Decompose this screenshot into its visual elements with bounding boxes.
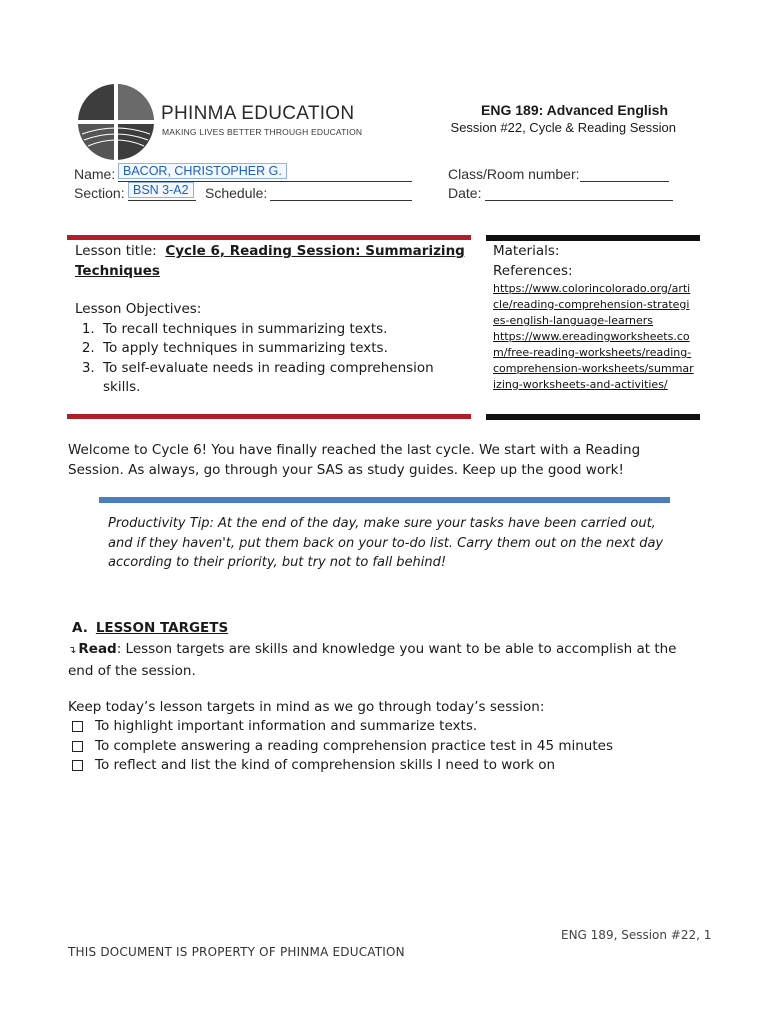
session-label: Session #22, Cycle & Reading Session xyxy=(450,120,676,135)
name-field[interactable] xyxy=(118,165,412,182)
objective-item: 3. To self-evaluate needs in reading comprehension skills. xyxy=(99,359,465,398)
section-letter: A. xyxy=(72,620,88,636)
productivity-tip: Productivity Tip: At the end of the day, make sure your tasks have been carried out, and if they haven't, put them back on your to-do list. Carry them out on the next day according to their priority, but try not to fall behind! xyxy=(108,516,664,570)
materials-top-rule xyxy=(486,235,700,241)
name-value[interactable]: BACOR, CHRISTOPHER G. xyxy=(118,163,287,179)
org-tagline: MAKING LIVES BETTER THROUGH EDUCATION xyxy=(162,127,363,137)
lesson-title-value: Cycle 6, Reading Session: Summarizing xyxy=(165,243,465,259)
target-item xyxy=(72,737,692,757)
welcome-text: Welcome to Cycle 6! You have finally reached the last cycle. We start with a Reading Session. As always, go through your SAS as study guides. Keep up the good work! xyxy=(68,442,641,478)
date-label: Date: xyxy=(448,185,482,201)
course-title: ENG 189: Advanced English xyxy=(481,102,668,118)
section-value[interactable]: BSN 3-A2 xyxy=(128,182,194,198)
lesson-bottom-rule xyxy=(67,414,471,419)
lesson-box xyxy=(75,242,465,398)
phinma-logo-icon xyxy=(76,82,156,162)
footer-page-ref: ENG 189, Session #22, 1 xyxy=(561,928,712,942)
objectives-label: Lesson Objectives: xyxy=(75,301,202,317)
read-arrow-icon: ↴ xyxy=(68,645,77,656)
materials-label: Materials: xyxy=(493,243,560,259)
lesson-title-label: Lesson title: xyxy=(75,243,157,259)
references-label: References: xyxy=(493,262,573,279)
target-text: To reflect and list the kind of comprehension skills I need to work on xyxy=(95,757,556,773)
keep-text: Keep today’s lesson targets in mind as we go through today’s session: xyxy=(68,699,545,715)
lesson-title-row xyxy=(75,242,465,262)
section-a-heading xyxy=(72,620,228,636)
read-instruction xyxy=(68,639,698,681)
reference-link[interactable]: https://www.colorincolorado.org/article/reading-comprehension-strategies-english-language-learners xyxy=(493,282,691,327)
target-text: To complete answering a reading comprehension practice test in 45 minutes xyxy=(95,737,613,754)
targets-list xyxy=(72,717,692,776)
target-item xyxy=(72,756,692,776)
checkbox-icon[interactable] xyxy=(72,721,83,732)
schedule-field[interactable] xyxy=(270,184,412,201)
lesson-top-rule xyxy=(67,235,471,240)
class-room-label: Class/Room number: xyxy=(448,166,580,182)
section-label: Section: xyxy=(74,185,125,201)
target-item xyxy=(72,717,692,737)
checkbox-icon[interactable] xyxy=(72,741,83,752)
section-title: LESSON TARGETS xyxy=(95,620,229,636)
target-text: To highlight important information and summarize texts. xyxy=(95,718,478,734)
class-room-field[interactable] xyxy=(580,165,669,182)
checkbox-icon[interactable] xyxy=(72,760,83,771)
lesson-title-value-cont: Techniques xyxy=(75,262,160,279)
section-field[interactable] xyxy=(128,184,196,201)
org-name: PHINMA EDUCATION xyxy=(161,103,355,124)
objectives-list xyxy=(75,320,465,398)
materials-box xyxy=(493,242,695,393)
materials-bottom-rule xyxy=(486,414,700,420)
objective-item: 1. To recall techniques in summarizing texts. xyxy=(99,320,465,340)
schedule-label: Schedule: xyxy=(205,185,268,201)
tip-divider xyxy=(99,497,670,503)
objective-item: 2. To apply techniques in summarizing texts. xyxy=(99,339,465,359)
name-label: Name: xyxy=(74,166,116,182)
footer-property-notice: THIS DOCUMENT IS PROPERTY OF PHINMA EDUCATION xyxy=(68,945,405,959)
read-text: : Lesson targets are skills and knowledge you want to be able to accomplish at the end of the session. xyxy=(68,641,677,679)
read-label: Read xyxy=(78,641,117,657)
date-field[interactable] xyxy=(485,184,673,201)
reference-link[interactable]: https://www.ereadingworksheets.com/free-reading-worksheets/reading-comprehension-worksheets/summarizing-worksheets-and-activities/ xyxy=(493,330,694,391)
